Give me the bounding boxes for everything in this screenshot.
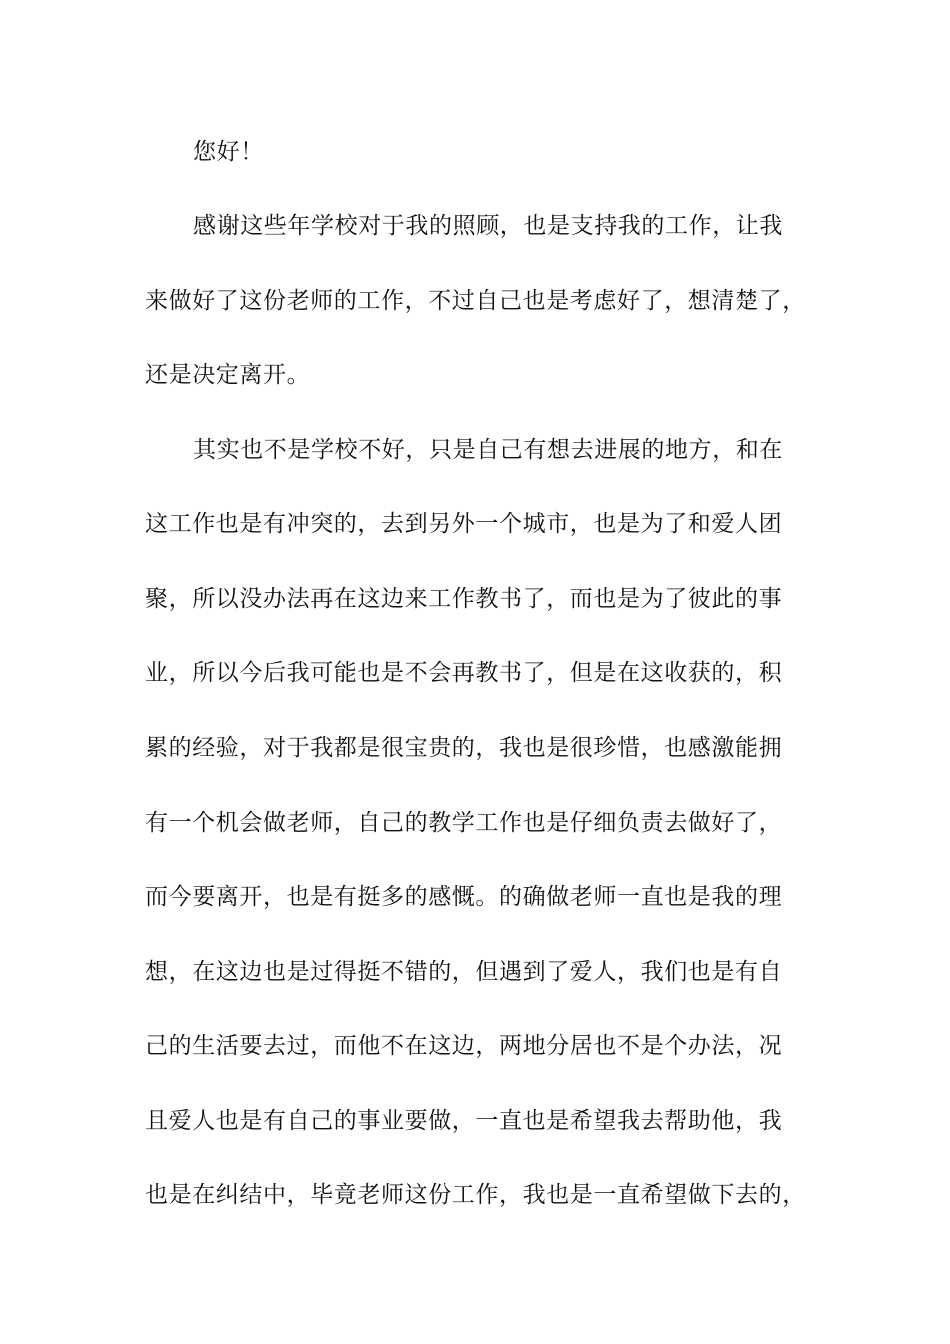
paragraph-1-line-3: 还是决定离开。: [145, 362, 311, 388]
paragraph-2-line-3: 聚，所以没办法再在这边来工作教书了，而也是为了彼此的事: [145, 586, 783, 612]
greeting-line: 您好！: [193, 139, 264, 165]
paragraph-2-line-7: 而今要离开，也是有挺多的感慨。的确做老师一直也是我的理: [145, 884, 783, 910]
paragraph-2-line-1: 其实也不是学校不好，只是自己有想去进展的地方，和在: [193, 437, 783, 463]
paragraph-1-line-1: 感谢这些年学校对于我的照顾，也是支持我的工作，让我: [193, 213, 783, 239]
paragraph-2-line-2: 这工作也是有冲突的，去到另外一个城市，也是为了和爱人团: [145, 511, 783, 537]
paragraph-2-line-11: 也是在纠结中，毕竟老师这份工作，我也是一直希望做下去的，: [145, 1182, 806, 1208]
paragraph-2-line-9: 己的生活要去过，而他不在这边，两地分居也不是个办法，况: [145, 1033, 783, 1059]
paragraph-2-line-8: 想，在这边也是过得挺不错的，但遇到了爱人，我们也是有自: [145, 959, 783, 985]
paragraph-2-line-10: 且爱人也是有自己的事业要做，一直也是希望我去帮助他，我: [145, 1108, 783, 1134]
paragraph-2-line-6: 有一个机会做老师，自己的教学工作也是仔细负责去做好了，: [145, 810, 783, 836]
paragraph-2-line-5: 累的经验，对于我都是很宝贵的，我也是很珍惜，也感激能拥: [145, 735, 783, 761]
paragraph-1-line-2: 来做好了这份老师的工作，不过自己也是考虑好了，想清楚了，: [145, 288, 806, 314]
paragraph-2-line-4: 业，所以今后我可能也是不会再教书了，但是在这收获的，积: [145, 660, 783, 686]
